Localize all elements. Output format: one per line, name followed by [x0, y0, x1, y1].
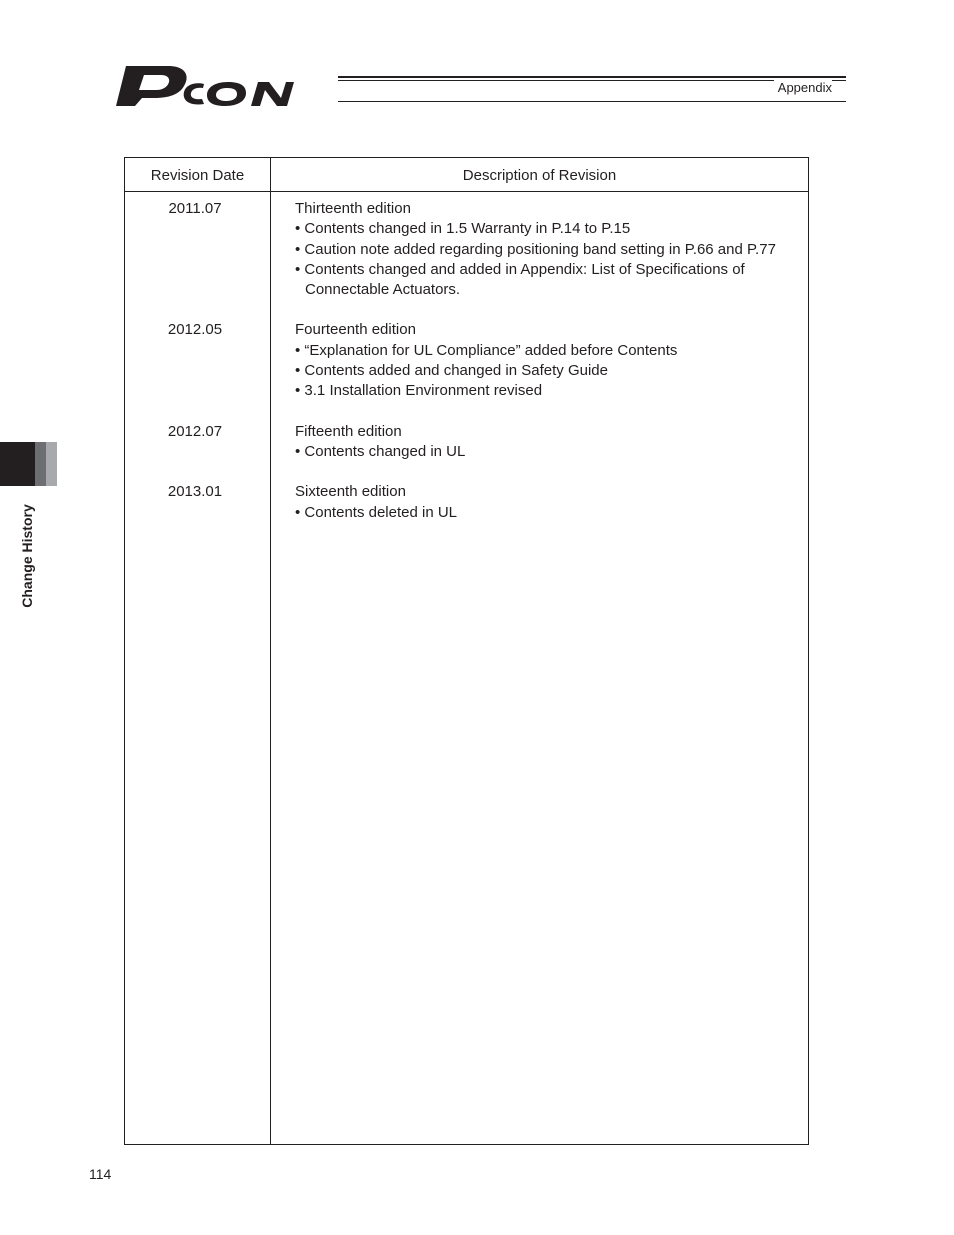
revision-item: • “Explanation for UL Compliance” added before Contents — [295, 341, 678, 359]
header-description: Description of Revision — [462, 167, 617, 184]
edition-title: Sixteenth edition — [295, 483, 406, 501]
chapter-tab-marker — [0, 442, 57, 486]
revision-table — [124, 157, 809, 1145]
revision-item: • Caution note added regarding positioning band setting in P.66 and P.77 — [295, 240, 776, 258]
revision-item: • Contents added and changed in Safety Guide — [295, 362, 608, 380]
edition-title: Fourteenth edition — [295, 321, 416, 339]
revision-date: 2013.01 — [167, 483, 223, 501]
revision-date: 2012.07 — [167, 422, 223, 440]
revision-item: • Contents changed in 1.5 Warranty in P.14 to P.15 — [295, 220, 631, 238]
table-row — [125, 482, 808, 523]
revision-description — [295, 422, 808, 463]
revision-date: 2011.07 — [168, 200, 222, 217]
side-tab-label: Change History — [19, 504, 35, 608]
section-label: Appendix — [774, 80, 832, 95]
edition-title: Thirteenth edition — [295, 200, 411, 217]
revision-description — [295, 199, 808, 300]
revision-description — [295, 482, 808, 523]
revision-description — [295, 320, 808, 401]
revision-item: • 3.1 Installation Environment revised — [295, 382, 543, 400]
edition-title: Fifteenth edition — [295, 422, 402, 440]
revision-item: • Contents changed and added in Appendix: List of Specifications of Connectable Actuators. — [295, 260, 745, 299]
table-row — [125, 320, 808, 401]
table-row — [125, 422, 808, 463]
table-row — [125, 199, 808, 300]
header-rule — [338, 76, 846, 104]
revision-date: 2012.05 — [167, 321, 223, 339]
pcon-logo — [116, 64, 342, 108]
page-number: 114 — [89, 1166, 112, 1182]
revision-rows — [125, 199, 808, 543]
revision-item: • Contents changed in UL — [295, 442, 466, 460]
revision-item: • Contents deleted in UL — [295, 503, 458, 521]
header-revision-date: Revision Date — [150, 167, 245, 184]
